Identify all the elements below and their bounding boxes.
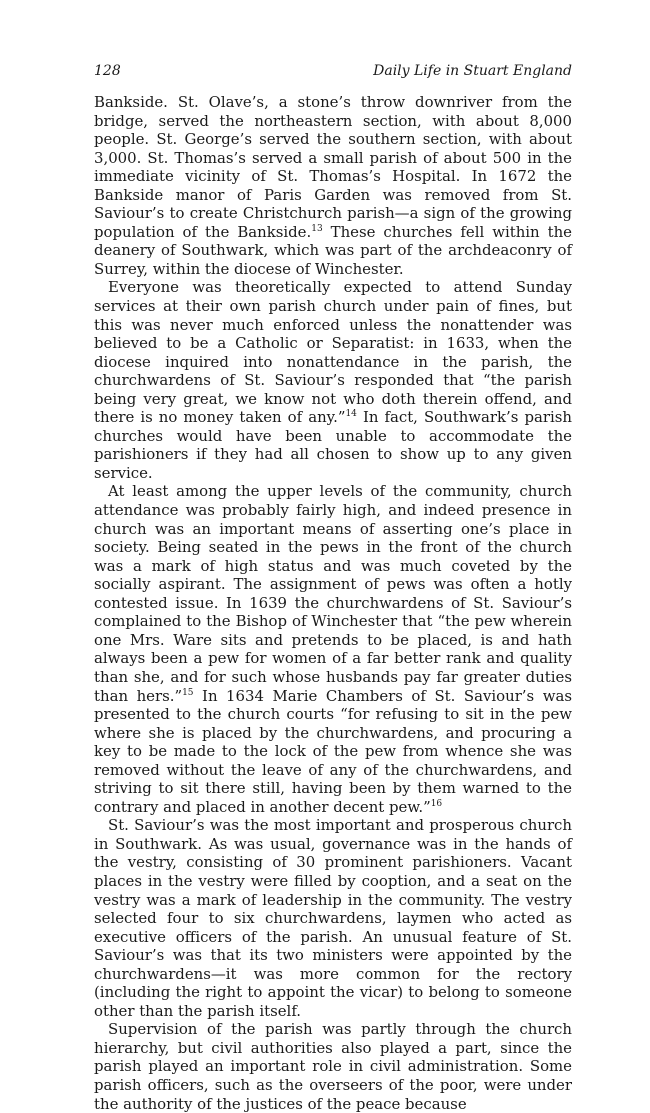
text-segment: At least among the upper levels of the community, church attendance was probably fairly high, and indeed presence in church was an important means of asserting one’s place in society. Being seated in the pews in the front of the church was a mark of high status and was much coveted by the socially aspirant. The assignment of pews was often a hotly contested issue. In 1639 the churchwardens of St. Saviour’s complained to the Bishop of Winchester that “the pew wherein one Mrs. Ware sits and pretends to be placed, is and hath always been a pew for women of a far better rank and quality than she, and for such whose husbands pay far greater duties than hers.” bbox=[94, 482, 572, 705]
paragraph-5 bbox=[94, 1020, 572, 1113]
book-page bbox=[94, 62, 572, 1113]
book-title: Daily Life in Stuart England bbox=[373, 63, 572, 79]
text-segment: Bankside. St. Olave’s, a stone’s throw downriver from the bridge, served the northeastern section, with about 8,000 people. St. George’s served the southern section, with about 3,000. St. Thomas’s served a small parish of about 500 in the immediate vicinity of St. Thomas’s Hospital. In 1672 the Bankside manor of Paris Garden was removed from St. Saviour’s to create Christchurch parish—a sign of the growing population of the Bankside. bbox=[94, 93, 572, 241]
footnote-reference-14: 14 bbox=[345, 409, 357, 420]
text-segment: St. Saviour’s was the most important and prosperous church in Southwark. As was usual, governance was in the hands of the vestry, consisting of 30 prominent parishioners. Vacant places in the vestry were filled by cooption, and a seat on the vestry was a mark of leadership in the community. The vestry selected four to six churchwardens, laymen who acted as executive officers of the parish. An unusual feature of St. Saviour’s was that its two ministers were appointed by the churchwardens—it was more common for the rectory (including the right to appoint the vicar) to belong to someone other than the parish itself. bbox=[94, 816, 572, 1020]
text-segment: These churches fell within the deanery of Southwark, which was part of the archdeaconry of Surrey, within the diocese of Winchester. bbox=[94, 222, 572, 278]
text-segment: In fact, Southwark’s parish churches would have been unable to accommodate the parishioners if they had all chosen to show up to any given service. bbox=[94, 408, 572, 482]
page-number: 128 bbox=[94, 63, 121, 79]
text-segment: Supervision of the parish was partly through the church hierarchy, but civil authorities also played a part, since the parish played an important role in civil administration. Some parish officers, such as the overseers of the poor, were under the authority of the justices of the peace because bbox=[94, 1020, 572, 1113]
text-segment: Everyone was theoretically expected to attend Sunday services at their own parish church under pain of fines, but this was never much enforced unless the nonattender was believed to be a Catholic or Separatist: in 1633, when the diocese inquired into nonattendance in the parish, the churchwardens of St. Saviour’s responded that “the parish being very great, we know not who doth therein offend, and there is no money taken of any.” bbox=[94, 278, 572, 427]
paragraph-3 bbox=[94, 482, 572, 816]
paragraph-4 bbox=[94, 816, 572, 1020]
footnote-reference-13: 13 bbox=[311, 223, 323, 234]
text-segment: In 1634 Marie Chambers of St. Saviour’s was presented to the church courts “for refusing to sit in the pew where she is placed by the churchwardens, and procuring a key to be made to the lock of the pew from whence she was removed without the leave of any of the churchwardens, and striving to sit there still, having been by them warned to the contrary and placed in another decent pew.” bbox=[94, 686, 572, 816]
paragraph-2 bbox=[94, 278, 572, 482]
footnote-reference-16: 16 bbox=[430, 798, 443, 809]
body-text bbox=[94, 93, 572, 1113]
paragraph-1 bbox=[94, 93, 572, 278]
footnote-reference-15: 15 bbox=[182, 687, 194, 698]
running-head bbox=[94, 62, 572, 80]
